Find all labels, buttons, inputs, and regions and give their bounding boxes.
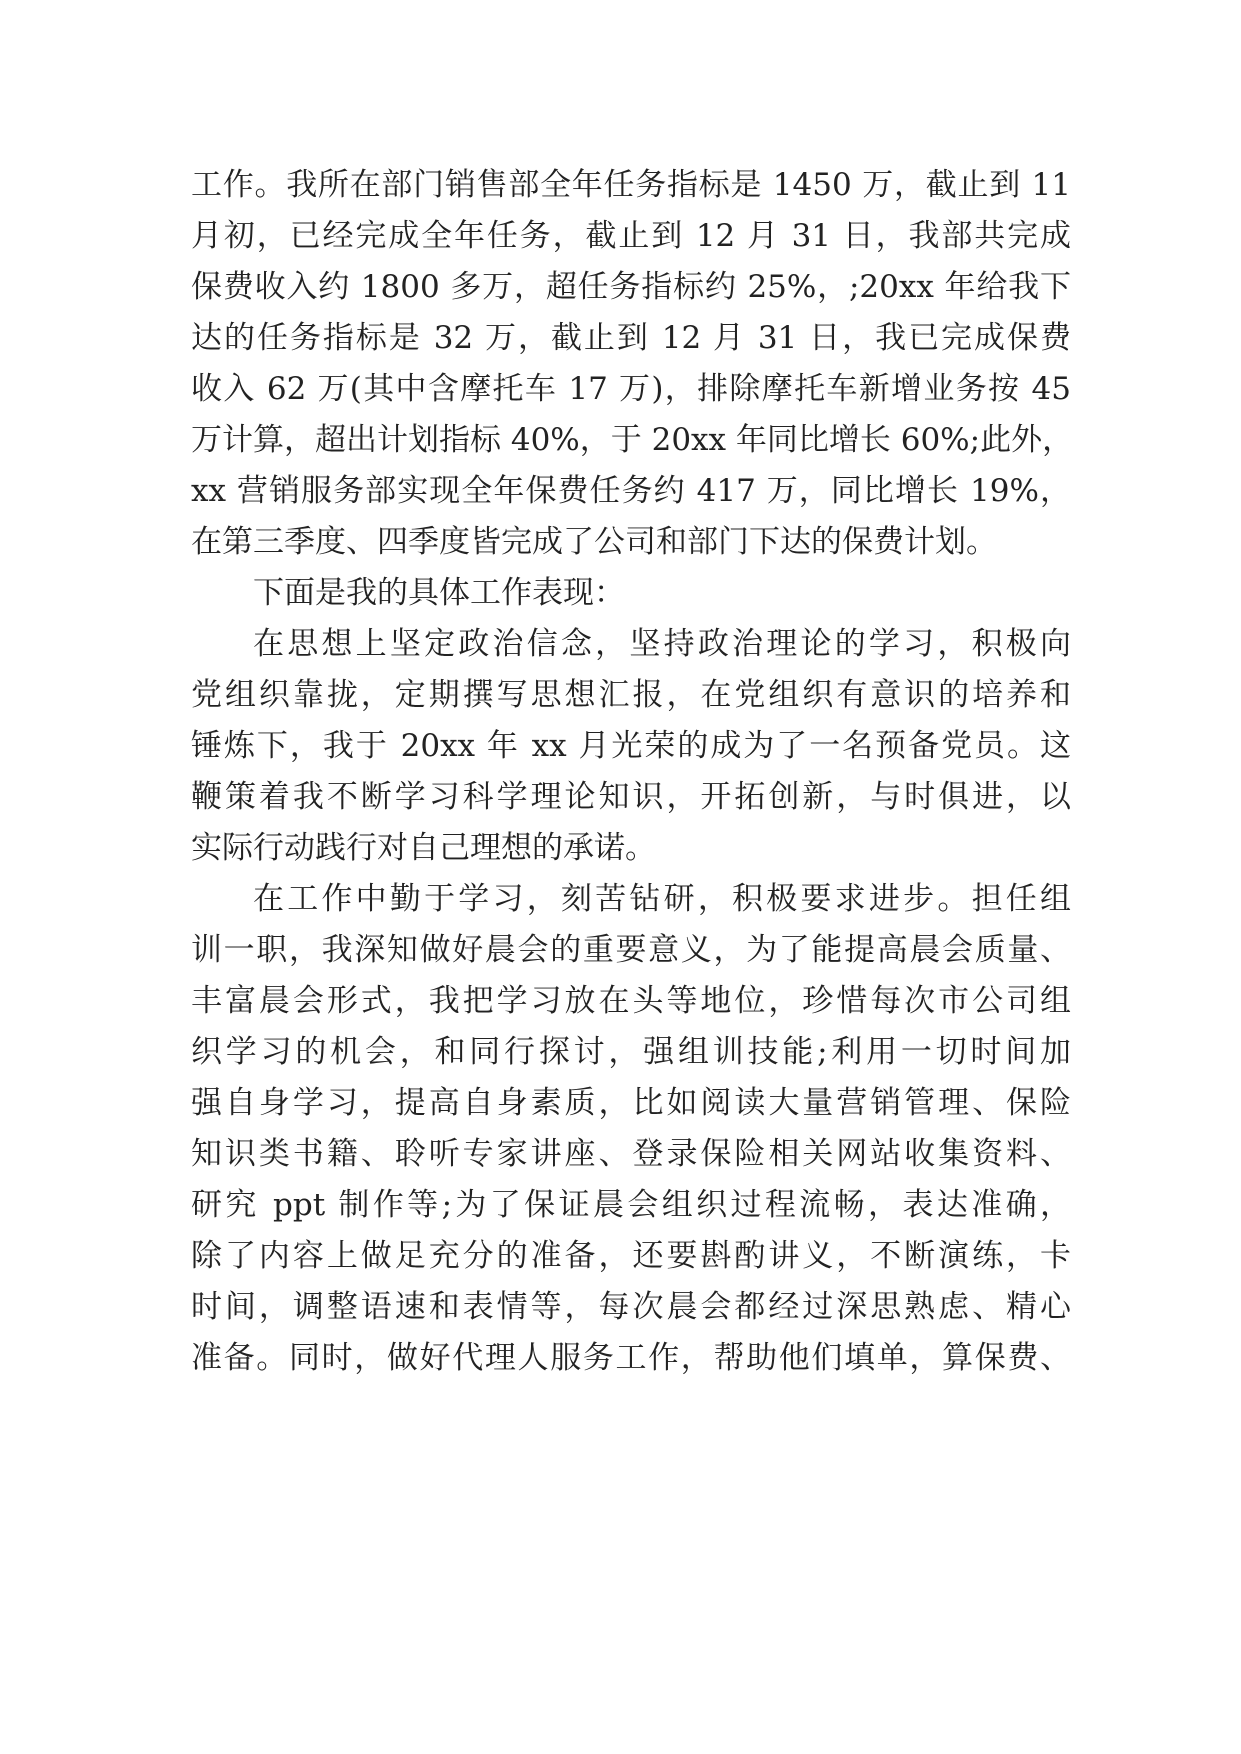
text-line: 保费收入约 1800 多万，超任务指标约 25%，;20xx 年给我下 <box>191 269 1071 305</box>
text-line: 强自身学习，提高自身素质，比如阅读大量营销管理、保险 <box>191 1085 1071 1121</box>
text-line: 达的任务指标是 32 万，截止到 12 月 31 日，我已完成保费 <box>191 320 1071 356</box>
text-line: 锤炼下，我于 20xx 年 xx 月光荣的成为了一名预备党员。这 <box>191 728 1071 764</box>
document-body <box>191 160 1074 1384</box>
text-line: 工作。我所在部门销售部全年任务指标是 1450 万，截止到 11 <box>191 167 1071 203</box>
text-line: 党组织靠拢，定期撰写思想汇报，在党组织有意识的培养和 <box>191 677 1071 713</box>
text-line: 收入 62 万(其中含摩托车 17 万)，排除摩托车新增业务按 45 <box>191 371 1071 407</box>
text-line: 训一职，我深知做好晨会的重要意义，为了能提高晨会质量、 <box>191 932 1071 968</box>
text-line: 下面是我的具体工作表现： <box>253 575 625 611</box>
text-line: 月初，已经完成全年任务，截止到 12 月 31 日，我部共完成 <box>191 218 1071 254</box>
text-line: 研究 ppt 制作等;为了保证晨会组织过程流畅，表达准确， <box>191 1187 1071 1223</box>
text-line: 在第三季度、四季度皆完成了公司和部门下达的保费计划。 <box>191 524 997 560</box>
text-line: 实际行动践行对自己理想的承诺。 <box>191 830 656 866</box>
text-line: 在思想上坚定政治信念，坚持政治理论的学习，积极向 <box>253 626 1071 662</box>
text-line: 万计算，超出计划指标 40%，于 20xx 年同比增长 60%;此外， <box>191 422 1074 458</box>
text-line: 知识类书籍、聆听专家讲座、登录保险相关网站收集资料、 <box>191 1136 1071 1172</box>
text-line: xx 营销服务部实现全年保费任务约 417 万，同比增长 19%， <box>191 473 1071 509</box>
text-line: 时间，调整语速和表情等，每次晨会都经过深思熟虑、精心 <box>191 1289 1071 1325</box>
text-line: 织学习的机会，和同行探讨，强组训技能;利用一切时间加 <box>191 1034 1071 1070</box>
text-line: 鞭策着我不断学习科学理论知识，开拓创新，与时俱进，以 <box>191 779 1071 815</box>
text-line: 丰富晨会形式，我把学习放在头等地位，珍惜每次市公司组 <box>191 983 1071 1019</box>
text-line: 准备。同时，做好代理人服务工作，帮助他们填单，算保费、 <box>191 1340 1071 1376</box>
text-line: 除了内容上做足充分的准备，还要斟酌讲义，不断演练，卡 <box>191 1238 1071 1274</box>
text-line: 在工作中勤于学习，刻苦钻研，积极要求进步。担任组 <box>253 881 1071 917</box>
